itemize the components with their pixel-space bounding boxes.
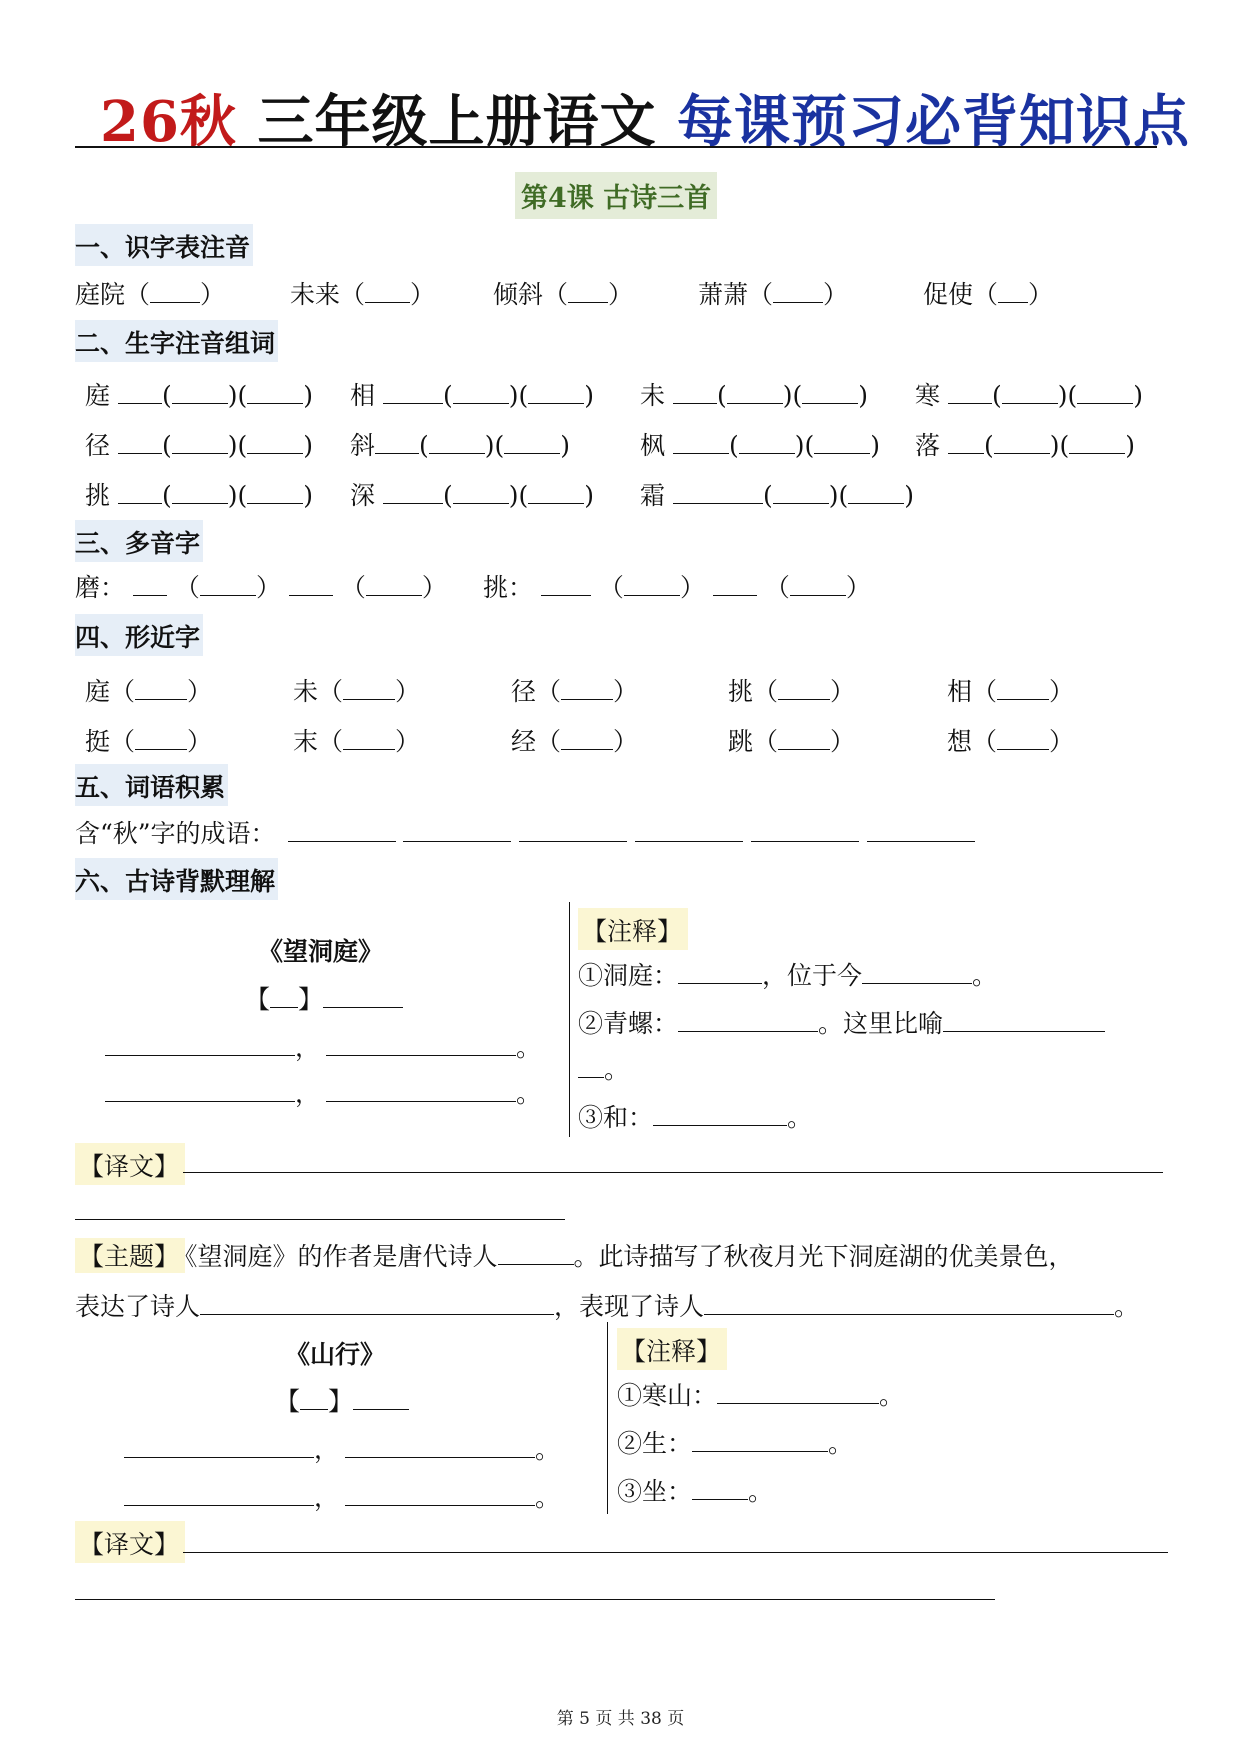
similar-char-item: 想（ ） xyxy=(947,722,1074,758)
title-underline xyxy=(75,146,1157,148)
translation-line xyxy=(183,1172,1163,1173)
poem-1-divider xyxy=(569,902,570,1137)
pinyin-item: 萧萧（ ） xyxy=(698,275,848,311)
section-6-heading: 六、古诗背默理解 xyxy=(75,858,278,900)
poem-2-title: 《山行》 xyxy=(285,1340,386,1369)
pinyin-item: 庭院（ ） xyxy=(75,275,225,311)
poem-1-title: 《望洞庭》 xyxy=(258,937,384,966)
poem-2-line-1: ， 。 xyxy=(124,1430,560,1466)
idiom-prompt: 含“秋”字的成语： xyxy=(75,819,276,848)
poem-2-author-line: 【 】 xyxy=(275,1382,409,1418)
pinyin-item: 未来（ ） xyxy=(290,275,435,311)
poem-1-translation-label: 【译文】 xyxy=(75,1143,185,1185)
char-item: 斜 ( )( ) xyxy=(350,426,570,462)
idiom-row xyxy=(75,814,975,850)
poem-1-author-line: 【 】 xyxy=(245,980,403,1016)
poem-1-note-2-cont: 。 xyxy=(578,1050,629,1086)
char-item: 未 ( )( ) xyxy=(640,376,868,412)
char-item: 霜 ( )( ) xyxy=(640,476,914,512)
similar-char-item: 相（ ） xyxy=(947,672,1074,708)
poem-1-notes-label: 【注释】 xyxy=(578,908,688,950)
poem-1-note-1: ①洞庭： ，位于今 。 xyxy=(578,956,997,992)
pinyin-item: 倾斜（ ） xyxy=(493,275,633,311)
similar-char-item: 挑（ ） xyxy=(728,672,855,708)
translation-line xyxy=(75,1219,565,1220)
translation-line xyxy=(183,1552,1168,1553)
polyphone-item-1: 磨： （ ） （ ） xyxy=(75,568,447,604)
pinyin-item: 促使（ ） xyxy=(923,275,1053,311)
poem-2-notes-label: 【注释】 xyxy=(617,1328,727,1370)
section-4-heading: 四、形近字 xyxy=(75,614,203,656)
poem-2-line-2: ， 。 xyxy=(124,1478,560,1514)
title-part-grade: 三年级上册语文 xyxy=(257,89,657,155)
similar-char-item: 跳（ ） xyxy=(728,722,855,758)
char-item: 庭 ( )( ) xyxy=(85,376,313,412)
section-5-heading: 五、词语积累 xyxy=(75,764,228,806)
poem-1-theme-line-2: 表达了诗人 ，表现了诗人 。 xyxy=(75,1287,1139,1323)
poem-2-note-1: ①寒山： 。 xyxy=(617,1376,904,1412)
section-2-heading: 二、生字注音组词 xyxy=(75,320,278,362)
poem-2-note-3: ③坐： 。 xyxy=(617,1472,773,1508)
translation-line xyxy=(75,1599,995,1600)
similar-char-item: 径（ ） xyxy=(511,672,638,708)
similar-char-item: 末（ ） xyxy=(293,722,420,758)
polyphone-item-2: 挑： （ ） （ ） xyxy=(483,568,871,604)
lesson-title: 第4课 古诗三首 xyxy=(515,172,717,219)
similar-char-item: 经（ ） xyxy=(511,722,638,758)
char-item: 挑 ( )( ) xyxy=(85,476,313,512)
poem-1-note-2: ②青螺： 。这里比喻 xyxy=(578,1004,1105,1040)
similar-char-item: 未（ ） xyxy=(293,672,420,708)
char-item: 相 ( )( ) xyxy=(350,376,594,412)
title-part-season: 26秋 xyxy=(100,89,237,155)
char-item: 枫 ( )( ) xyxy=(640,426,880,462)
poem-1-note-3: ③和： 。 xyxy=(578,1098,812,1134)
similar-char-item: 庭（ ） xyxy=(85,672,212,708)
section-1-heading: 一、识字表注音 xyxy=(75,224,253,266)
char-item: 落 ( )( ) xyxy=(915,426,1135,462)
poem-2-divider xyxy=(607,1322,608,1514)
poem-1-theme-label: 【主题】 xyxy=(75,1238,185,1273)
similar-char-item: 挺（ ） xyxy=(85,722,212,758)
char-item: 深 ( )( ) xyxy=(350,476,594,512)
poem-2-translation-label: 【译文】 xyxy=(75,1521,185,1563)
char-item: 寒 ( )( ) xyxy=(915,376,1143,412)
poem-2-note-2: ②生： 。 xyxy=(617,1424,853,1460)
poem-1-line-1: ， 。 xyxy=(105,1028,541,1064)
poem-1-theme-line-1: 【主题】 《望洞庭》的作者是唐代诗人 。此诗描写了秋夜月光下洞庭湖的优美景色， xyxy=(75,1237,1074,1273)
poem-1-line-2: ， 。 xyxy=(105,1074,541,1110)
section-3-heading: 三、多音字 xyxy=(75,520,203,562)
char-item: 径 ( )( ) xyxy=(85,426,313,462)
page-number: 第 5 页 共 38 页 xyxy=(556,1709,685,1729)
title-part-subtitle: 每课预习必背知识点 xyxy=(676,89,1190,155)
